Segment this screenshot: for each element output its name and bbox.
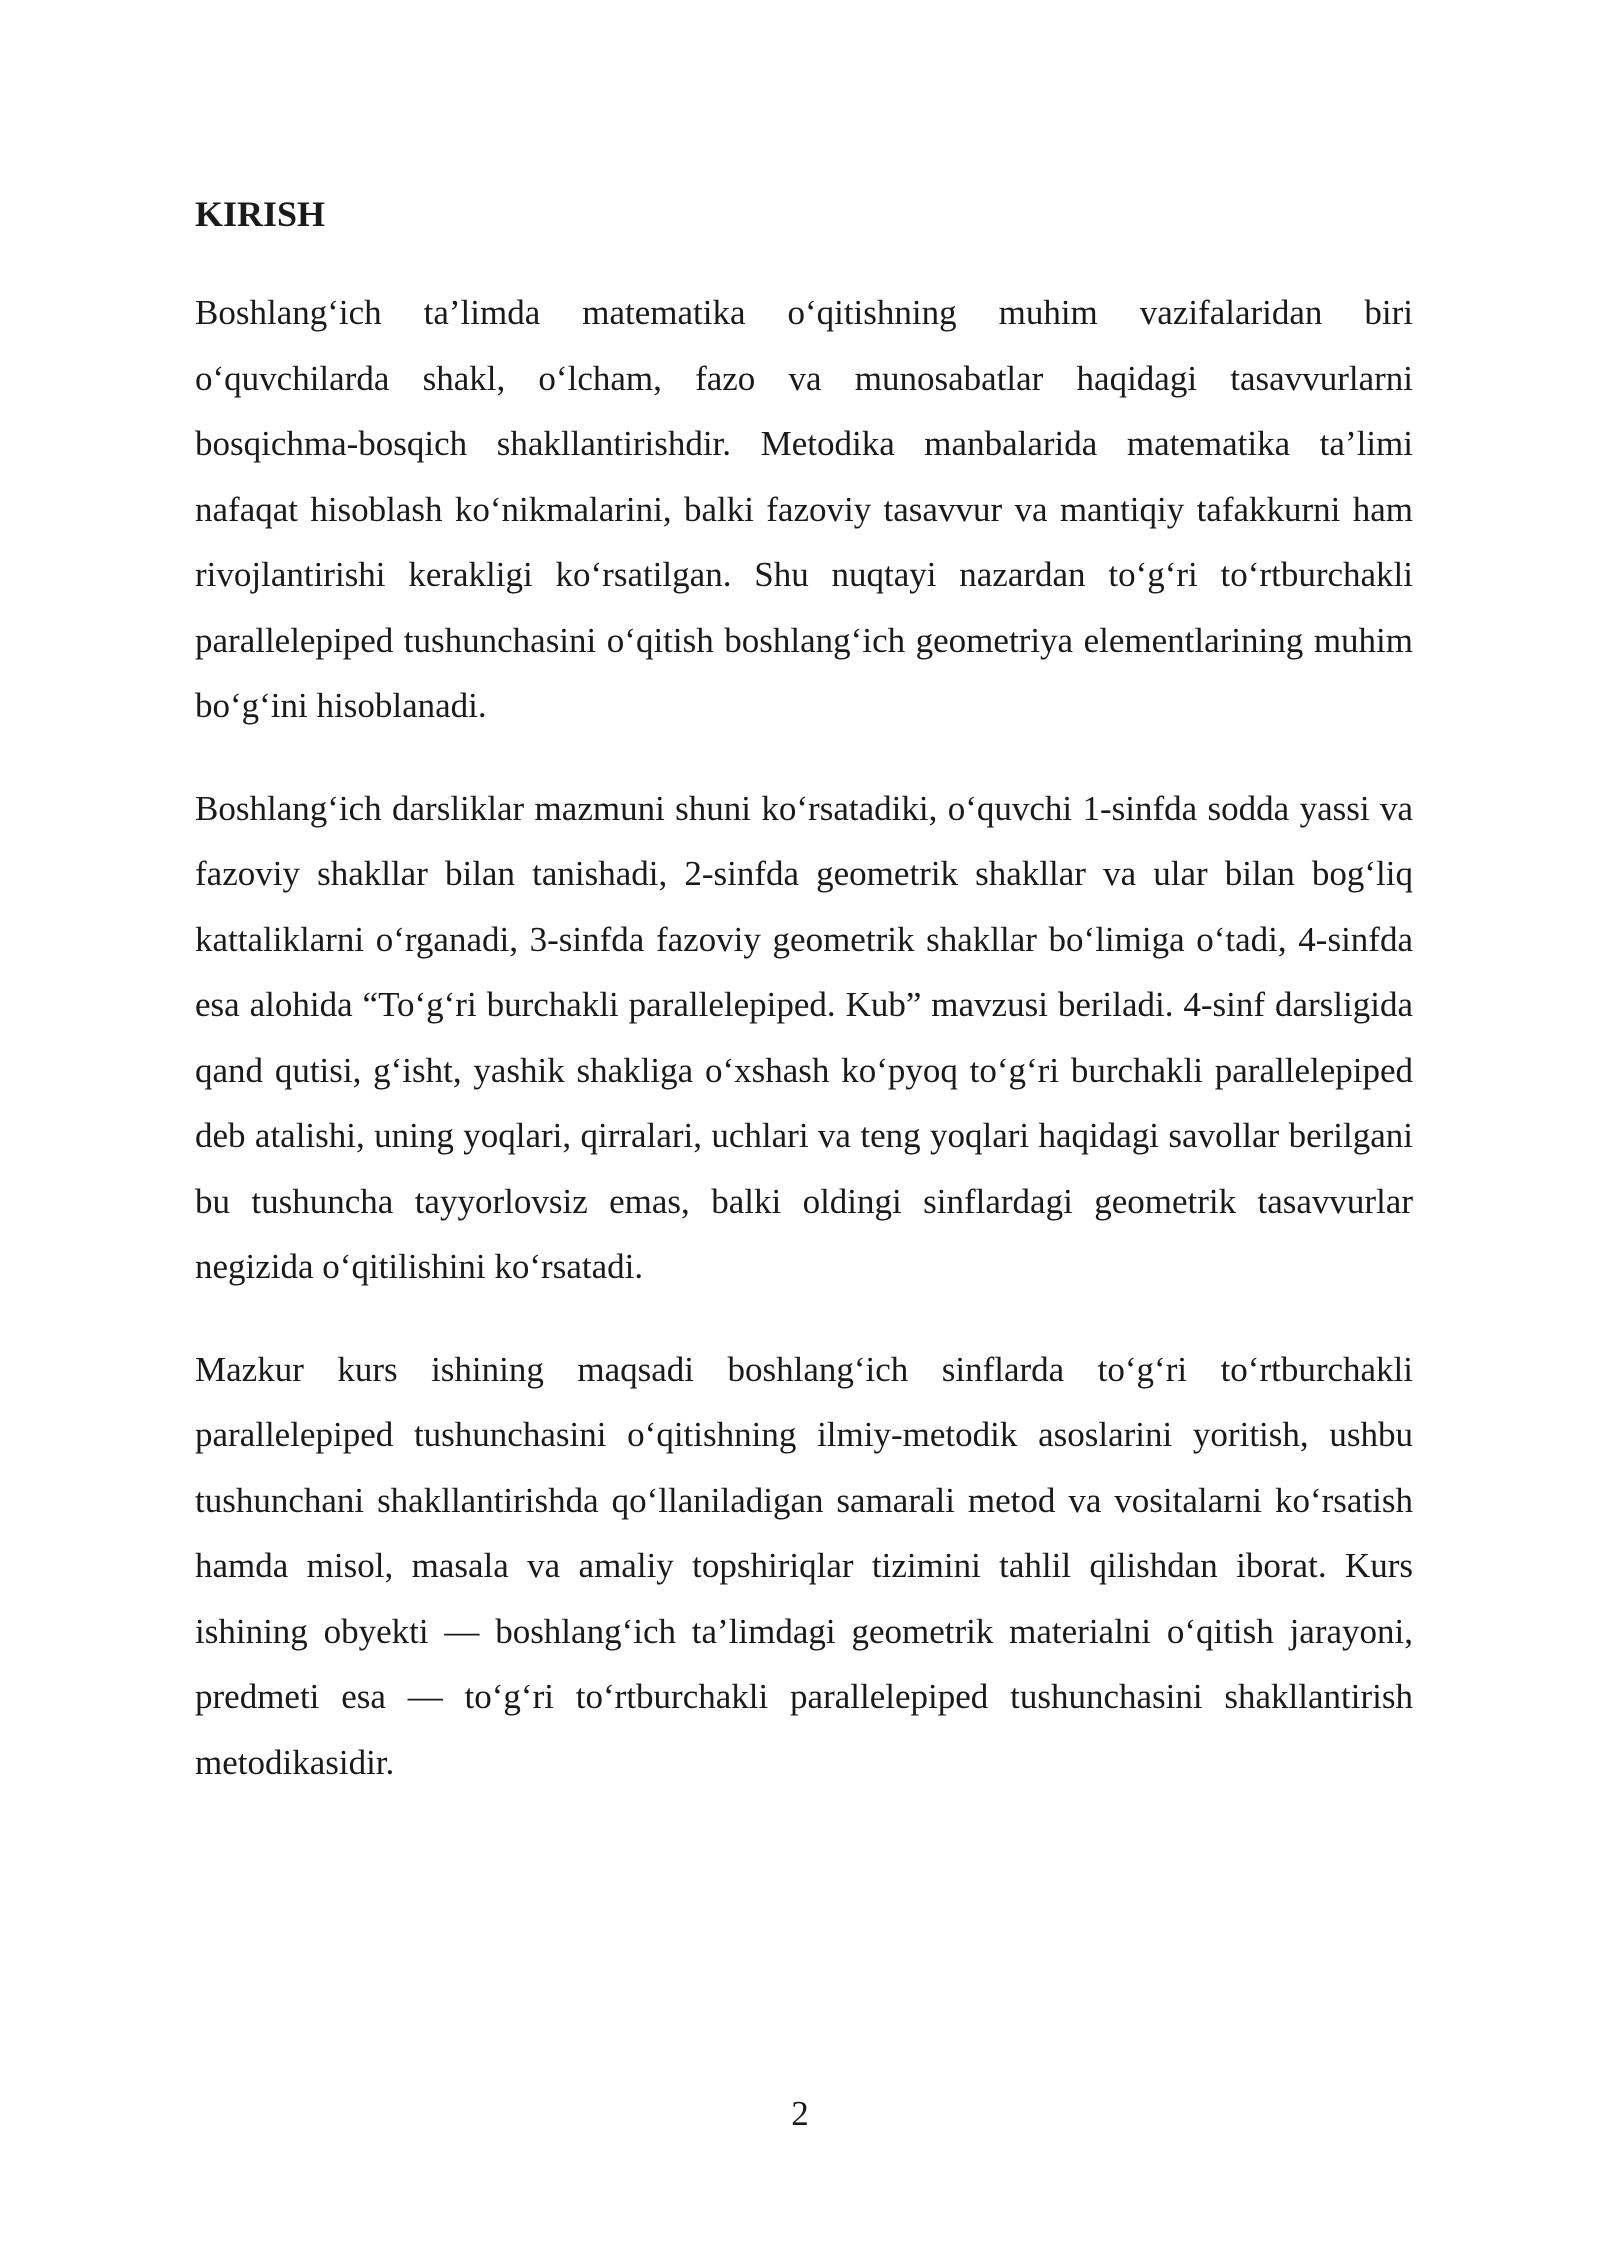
page-number: 2 [791,2094,809,2133]
page-content [195,190,1413,1832]
paragraph-1: Boshlang‘ich ta’limda matematika o‘qitishning muhim vazifalaridan biri o‘quvchilarda shakl, o‘lcham, fazo va munosabatlar haqidagi tasavvurlarni bosqichma-bosqich shakllantirishdir. Metodika manbalarida matematika ta’limi nafaqat hisoblash ko‘nikmalarini, balki fazoviy tasavvur va mantiqiy tafakkurni ham rivojlantirishi kerakligi ko‘rsatilgan. Shu nuqtayi nazardan to‘g‘ri to‘rtburchakli parallelepiped tushunchasini o‘qitish boshlang‘ich geometriya elementlarining muhim bo‘g‘ini hisoblanadi. [195,293,1413,725]
paragraph-3: Mazkur kurs ishining maqsadi boshlang‘ich sinflarda to‘g‘ri to‘rtburchakli parallelepiped tushunchasini o‘qitishning ilmiy-metodik asoslarini yoritish, ushbu tushunchani shakllantirishda qo‘llaniladigan samarali metod va vositalarni ko‘rsatish hamda misol, masala va amaliy topshiriqlar tizimini tahlil qilishdan iborat. Kurs ishining obyekti — boshlang‘ich ta’limdagi geometrik materialni o‘qitish jarayoni, predmeti esa — to‘g‘ri to‘rtburchakli parallelepiped tushunchasini shakllantirish metodikasidir. [195,1349,1413,1782]
section-heading: KIRISH [195,194,326,234]
paragraph-2: Boshlang‘ich darsliklar mazmuni shuni ko‘rsatadiki, o‘quvchi 1-sinfda sodda yassi va fazoviy shakllar bilan tanishadi, 2-sinfda geometrik shakllar va ular bilan bog‘liq kattaliklarni o‘rganadi, 3-sinfda fazoviy geometrik shakllar bo‘limiga o‘tadi, 4-sinfda esa alohida “To‘g‘ri burchakli parallelepiped. Kub” mavzusi beriladi. 4-sinf darsligida qand qutisi, g‘isht, yashik shakliga o‘xshash ko‘pyoq to‘g‘ri burchakli parallelepiped deb atalishi, uning yoqlari, qirralari, uchlari va teng yoqlari haqidagi savollar berilgani bu tushuncha tayyorlovsiz emas, balki oldingi sinflardagi geometrik tasavvurlar negizida o‘qitilishini ko‘rsatadi. [195,788,1413,1286]
